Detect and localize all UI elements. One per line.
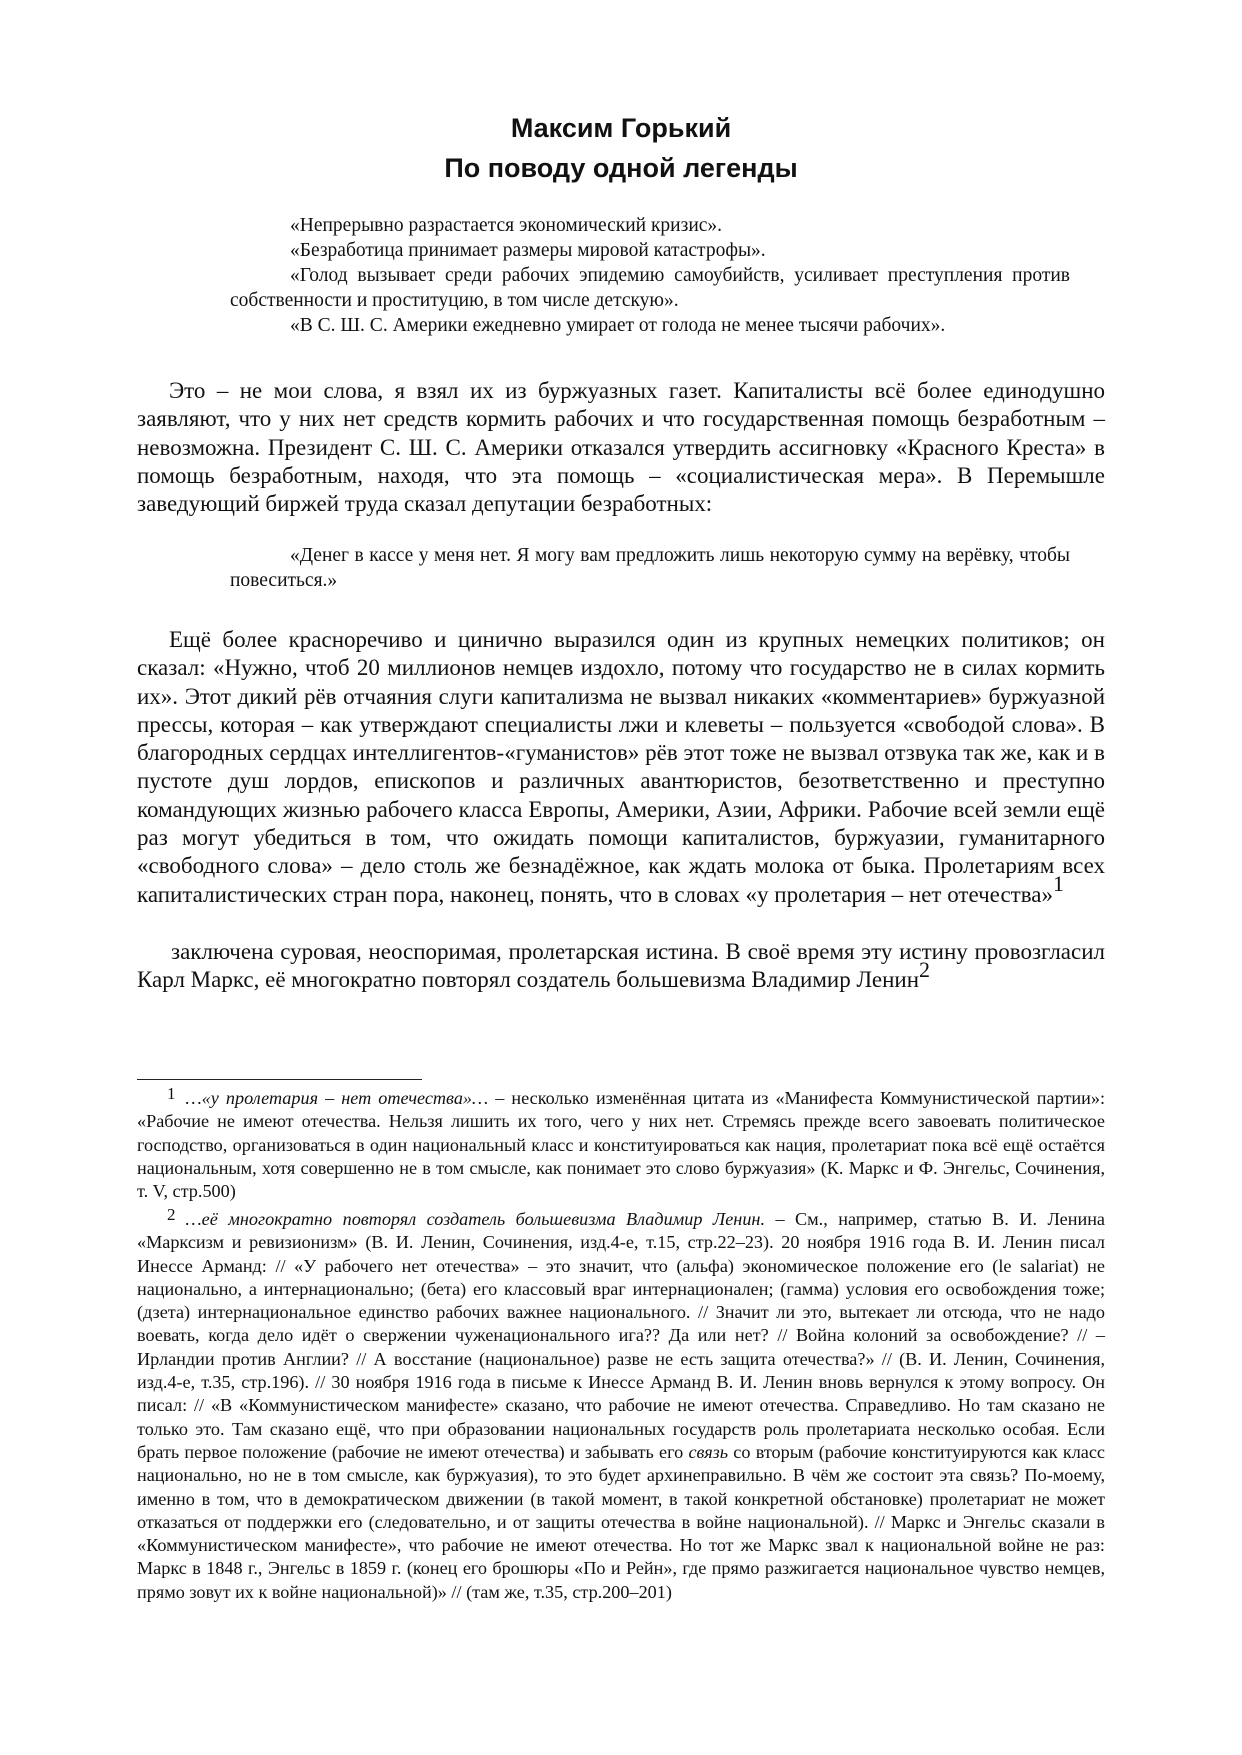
epigraph-line: «В С. Ш. С. Америки ежедневно умирает от голода не менее тысячи рабочих». (290, 315, 946, 336)
body-paragraph (137, 938, 1105, 995)
footnote (137, 1205, 1106, 1604)
footnote-text: со вторым (рабочие конституируются как класс национально, но не в том смысле, как буржуазия), то это будет архинеправильно. В чём же состоит эта связь? По-моему, именно в том, что в демократическом движении (в такой момент, в такой конкретной обстановке) пролетариат не может отказаться от поддержки его (следовательно, и от защиты отечества в войне национальной). // Маркс и Энгельс сказали в «Коммунистическом манифесте», что рабочие не имеют отечества. Но тот же Маркс звал к национальной войне не раз: Маркс в 1848 г., Энгельс в 1859 г. (конец его брошюры «По и Рейн», где прямо разжигается национальное чувство немцев, прямо зовут их к войне национальной)» // (там же, т.35, стр.200–201) (137, 1441, 1105, 1602)
document-title: По поводу одной легенды (444, 153, 798, 183)
footnote-lead: …«у пролетария – нет отечества»… (185, 1088, 489, 1108)
author-name: Максим Горький (510, 113, 732, 143)
paragraph-text: заключена суровая, неоспоримая, пролетарская истина. В своё время эту истину провозгласил Карл Маркс, её многократно повторял создатель большевизма Владимир Ленин (137, 939, 1105, 993)
footnote-text: – См., например, статью В. И. Ленина «Марксизм и ревизионизм» (В. И. Ленин, Сочинения, изд.4-е, т.15, стр.22–23). 20 ноября 1916 года В. И. Ленин писал Инессе Арманд: // «У рабочего нет отечества» – это значит, что (альфа) экономическое положение его (le salariat) не национально, а интернационально; (бета) его классовый враг интернационален; (гамма) условия его освобождения тоже; (дзета) интернациональное единство рабочих важнее национального. // Значит ли это, вытекает ли отсюда, что не надо воевать, когда дело идёт о свержении чуженационального ига?? Да или нет? // Война колоний за освобождение? // – Ирландии против Англии? // А восстание (национальное) разве не есть защита отечества?» // (В. И. Ленин, Сочинения, изд.4-е, т.35, стр.196). // 30 ноября 1916 года в письме к Инессе Арманд В. И. Ленин вновь вернулся к этому вопросу. Он писал: // «В «Коммунистическом манифесте» сказано, что рабочие не имеют отечества. Справедливо. Но там сказано не только это. Там сказано ещё, что при образовании национальных государств роль пролетариата несколько особая. Если брать первое положение (рабочие не имеют отечества) и забывать его (137, 1209, 1106, 1462)
footnote-lead: …её многократно повторял создатель большевизма Владимир Ленин. (185, 1209, 765, 1229)
footnote-number: 1 (167, 1084, 176, 1103)
epigraph-line: «Непрерывно разрастается экономический кризис». (290, 215, 723, 236)
epigraph-line: «Безработица принимает размеры мировой катастрофы». (290, 240, 766, 261)
epigraph-line: «Голод вызывает среди рабочих эпидемию самоубийств, усиливает преступления против собственности и проституцию, в том числе детскую». (230, 265, 1070, 311)
footnote-emphasis: связь (688, 1441, 729, 1462)
footnote (137, 1084, 1106, 1203)
footnote-number: 2 (167, 1205, 176, 1224)
footnote-ref[interactable]: 2 (919, 956, 931, 982)
body-paragraph (137, 626, 1105, 909)
block-quote: «Денег в кассе у меня нет. Я могу вам предложить лишь некоторую сумму на верёвку, чтобы повеситься.» (230, 545, 1070, 591)
footnote-text: – несколько изменённая цитата из «Манифеста Коммунистической партии»: «Рабочие не имеют отечества. Нельзя лишить их того, чего у них нет. Стремясь прежде всего завоевать политическое господство, организоваться в один национальный класс и конституироваться как нация, пролетариат пока всё ещё остаётся национальным, хотя совершенно не в том смысле, как понимает это слово буржуазия» (К. Маркс и Ф. Энгельс, Сочинения, т. V, стр.500) (137, 1088, 1106, 1202)
body-paragraph: Это – не мои слова, я взял их из буржуазных газет. Капиталисты всё более единодушно заявляют, что у них нет средств кормить рабочих и что государственная помощь безработным – невозможна. Президент С. Ш. С. Америки отказался утвердить ассигновку «Красного Креста» в помощь безработным, находя, что эта помощь – «социалистическая мера». В Перемышле заведующий биржей труда сказал депутации безработных: (137, 378, 1105, 517)
footnote-divider (137, 1079, 422, 1080)
paragraph-text: Ещё более красноречиво и цинично выразился один из крупных немецких политиков; он сказал: «Нужно, чтоб 20 миллионов немцев издохло, потому что государство не в силах кормить их». Этот дикий рёв отчаяния слуги капитализма не вызвал никаких «комментариев» буржуазной прессы, которая – как утверждают специалисты лжи и клеветы – пользуется «свободой слова». В благородных сердцах интеллигентов-«гуманистов» рёв этот тоже не вызвал отзвука так же, как и в пустоте душ лордов, епископов и различных авантюристов, безответственно и преступно командующих жизнью рабочего класса Европы, Америки, Азии, Африки. Рабочие всей земли ещё раз могут убедиться в том, что ожидать помощи капиталистов, буржуазии, гуманитарного «свободного слова» – дело столь же безнадёжное, как ждать молока от быка. Пролетариям всех капиталистических стран пора, наконец, понять, что в словах «у пролетария – нет отечества» (137, 627, 1105, 907)
footnote-ref[interactable]: 1 (1052, 871, 1064, 897)
